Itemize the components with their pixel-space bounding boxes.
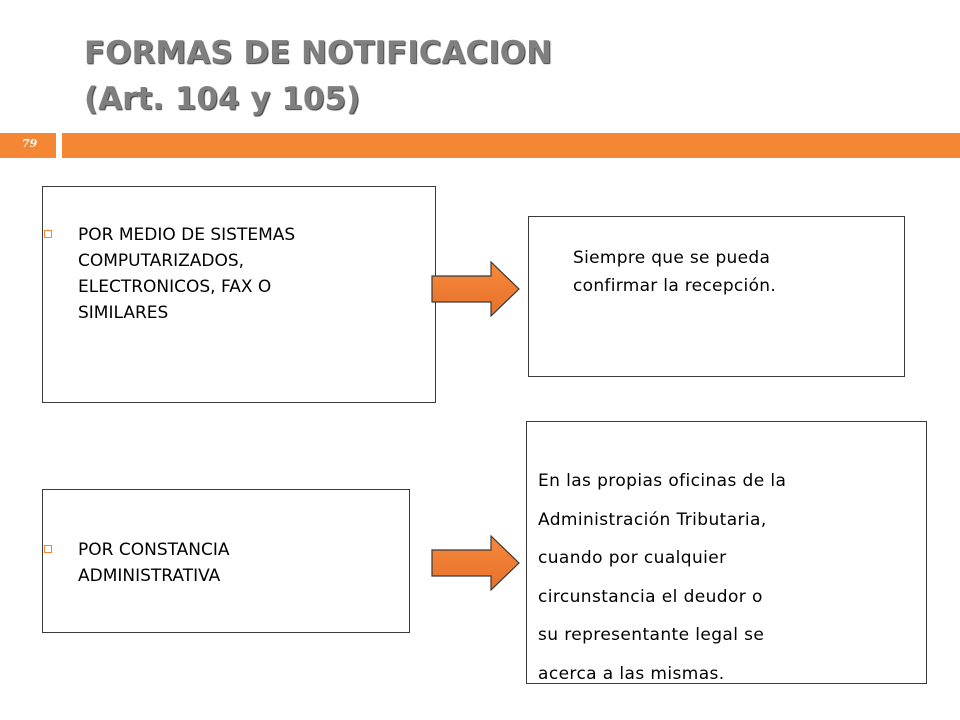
- slide-title-line-2: (Art. 104 y 105): [84, 81, 361, 117]
- detail-text-administrative: En las propias oficinas de la Administración Tributaria, cuando por cualquier circunstancia el deudor o su representante legal se acerca a las mismas.: [538, 471, 787, 684]
- detail-text-electronic: Siempre que se pueda confirmar la recepción.: [573, 248, 777, 296]
- header-accent-bar: [62, 133, 960, 158]
- slide-number: 79: [22, 137, 38, 150]
- method-item-administrative: [44, 537, 344, 597]
- hollow-square-bullet-icon: [44, 545, 52, 553]
- slide-title-line-1: FORMAS DE NOTIFICACION: [84, 35, 553, 71]
- slide-title: [84, 30, 552, 122]
- method-label-electronic: POR MEDIO DE SISTEMAS COMPUTARIZADOS, ELECTRONICOS, FAX O SIMILARES: [78, 225, 296, 323]
- hollow-square-bullet-icon: [44, 230, 52, 238]
- right-arrow-icon: [431, 261, 521, 317]
- method-item-electronic: [44, 222, 384, 332]
- right-arrow-icon: [431, 535, 521, 591]
- method-label-administrative: POR CONSTANCIA ADMINISTRATIVA: [78, 540, 230, 586]
